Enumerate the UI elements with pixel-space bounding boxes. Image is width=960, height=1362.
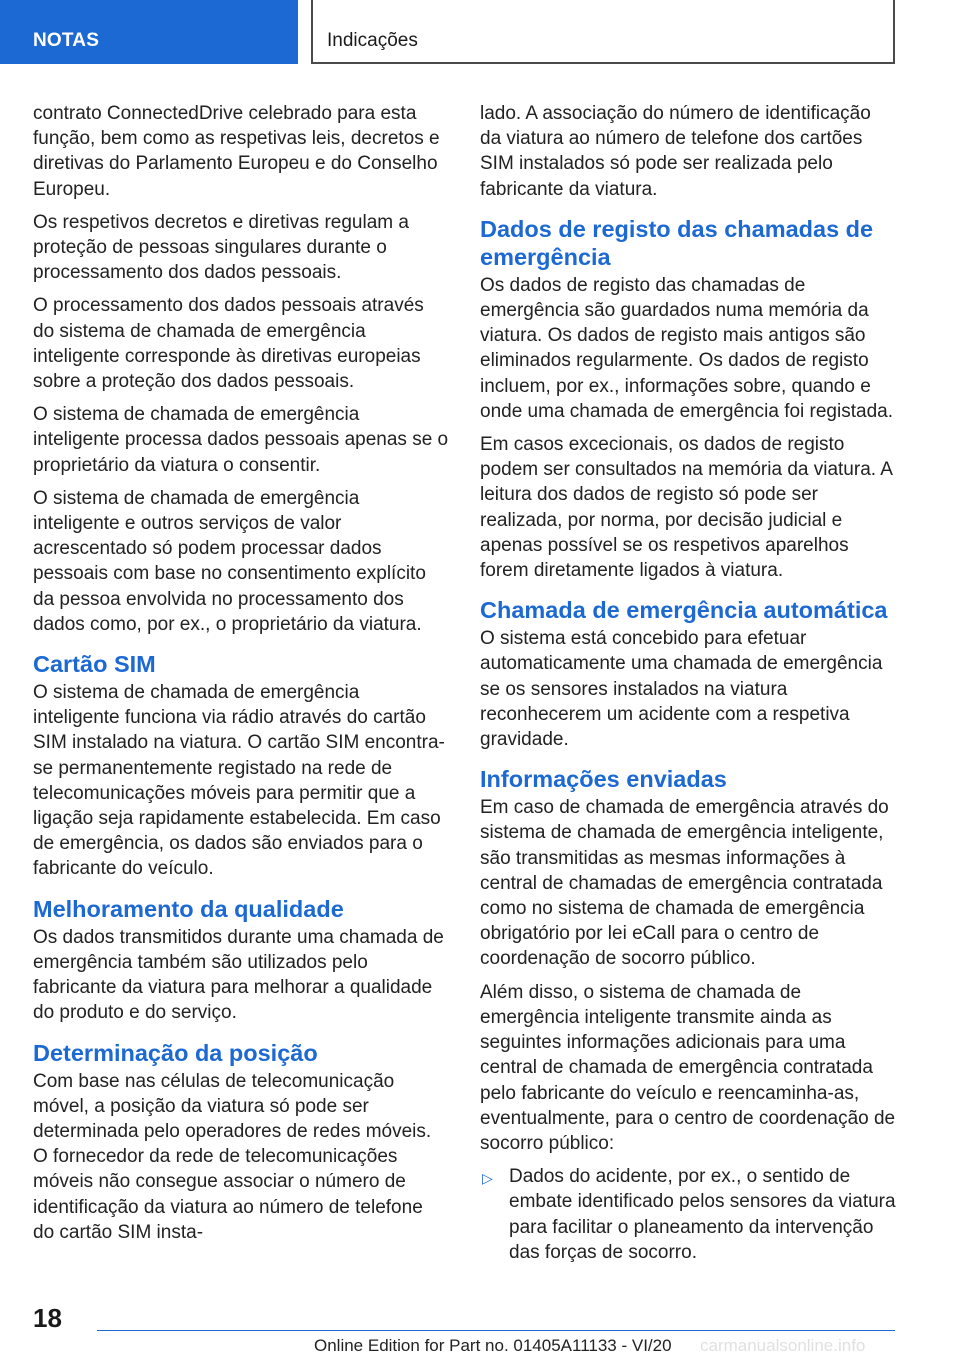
footer-divider <box>97 1330 895 1331</box>
heading-position-determination: Determinação da posição <box>33 1039 318 1066</box>
header-subsection-box <box>311 0 895 64</box>
paragraph: O processamento dos dados pessoais através do sistema de chamada de emergência inteligente corresponde às diretivas europeias sobre a proteção dos dados pessoais. <box>33 295 424 393</box>
paragraph: Além disso, o sistema de chamada de emergência inteligente transmite ainda as seguintes informações adicionais para uma central de chamada de emergência contratada pelo fabricante do veículo e reencaminha-as, eventualmente, para o centro de coordenação de socorro público: <box>480 981 896 1154</box>
paragraph: contrato ConnectedDrive celebrado para esta função, bem como as respetivas leis, decretos e diretivas do Parlamento Europeu e do Conselho Europeu. <box>33 103 440 200</box>
paragraph: Os dados de registo das chamadas de emergência são guardados numa memória da viatura. Os dados de registo mais antigos são eliminados regularmente. Os dados de registo incluem, por ex., informações sobre, quando e onde uma chamada de emergência foi registada. <box>480 274 893 422</box>
right-column <box>480 101 896 1265</box>
paragraph: Os respetivos decretos e diretivas regulam a proteção de pessoas singulares durante o processamento dos dados pessoais. <box>33 211 409 284</box>
paragraph: O sistema está concebido para efetuar automaticamente uma chamada de emergência se os sensores instalados na viatura reconhecerem um acidente com a respetiva gravidade. <box>480 628 883 751</box>
header-subsection-label: Indicações <box>327 30 418 51</box>
paragraph: Em casos excecionais, os dados de registo podem ser consultados na memória da viatura. A leitura dos dados de registo só pode ser realizada, por norma, por decisão judicial e apenas possível se os respetivos aparelhos forem diretamente ligados à viatura. <box>480 434 892 582</box>
header-section-label: NOTAS <box>33 30 100 51</box>
heading-emergency-call-registry: Dados de registo das chamadas de emergência <box>480 215 874 270</box>
list-item <box>480 1164 896 1265</box>
heading-quality-improvement: Melhoramento da qualidade <box>33 895 344 922</box>
footer-edition-text: Online Edition for Part no. 01405A11133 - VI/20 <box>314 1336 672 1355</box>
paragraph: Com base nas células de telecomunicação móvel, a posição da viatura só pode ser determinada pelo operadores de redes móveis. O fornecedor da rede de telecomunicações móveis não consegue associar o número de identificação da viatura ao número de telefone do cartão SIM insta- <box>33 1070 432 1243</box>
paragraph: Em caso de chamada de emergência através do sistema de chamada de emergência inteligente, são transmitidas as mesmas informações à central de chamadas de emergência contratada como no sistema de chamada de emergência obrigatório por lei eCall para o centro de coordenação de socorro público. <box>480 797 889 970</box>
header-section-tab <box>0 0 298 64</box>
heading-automatic-emergency-call: Chamada de emergência automática <box>480 597 888 624</box>
heading-sim-card: Cartão SIM <box>33 651 156 678</box>
paragraph: O sistema de chamada de emergência inteligente funciona via rádio através do cartão SIM instalado na viatura. O cartão SIM encontra-se permanentemente registado na rede de telecomunicações móveis para permitir que a ligação seja rapidamente estabelecida. Em caso de emergência, os dados são enviados para o fabricante do veículo. <box>33 682 445 880</box>
paragraph: O sistema de chamada de emergência inteligente e outros serviços de valor acrescentado só podem processar dados pessoais com base no consentimento explícito da pessoa envolvida no processamento dos dados como, por ex., o proprietário da viatura. <box>33 487 426 635</box>
left-column <box>33 101 449 1253</box>
paragraph: O sistema de chamada de emergência inteligente processa dados pessoais apenas se o proprietário da viatura o consentir. <box>33 404 449 476</box>
page-number: 18 <box>33 1303 62 1333</box>
list-item-text: Dados do acidente, por ex., o sentido de embate identificado pelos sensores da viatura para facilitar o planeamento da intervenção das forças de socorro. <box>509 1166 896 1263</box>
watermark-text: carmanualsonline.info <box>700 1336 866 1355</box>
paragraph: Os dados transmitidos durante uma chamada de emergência também são utilizados pelo fabricante da viatura para melhorar a qualidade do produto e do serviço. <box>33 926 444 1024</box>
paragraph: lado. A associação do número de identificação da viatura ao número de telefone dos cartões SIM instalados só pode ser realizada pelo fabricante da viatura. <box>480 103 871 200</box>
triangle-bullet-icon: ▷ <box>482 1170 493 1187</box>
heading-information-sent: Informações enviadas <box>480 766 727 793</box>
